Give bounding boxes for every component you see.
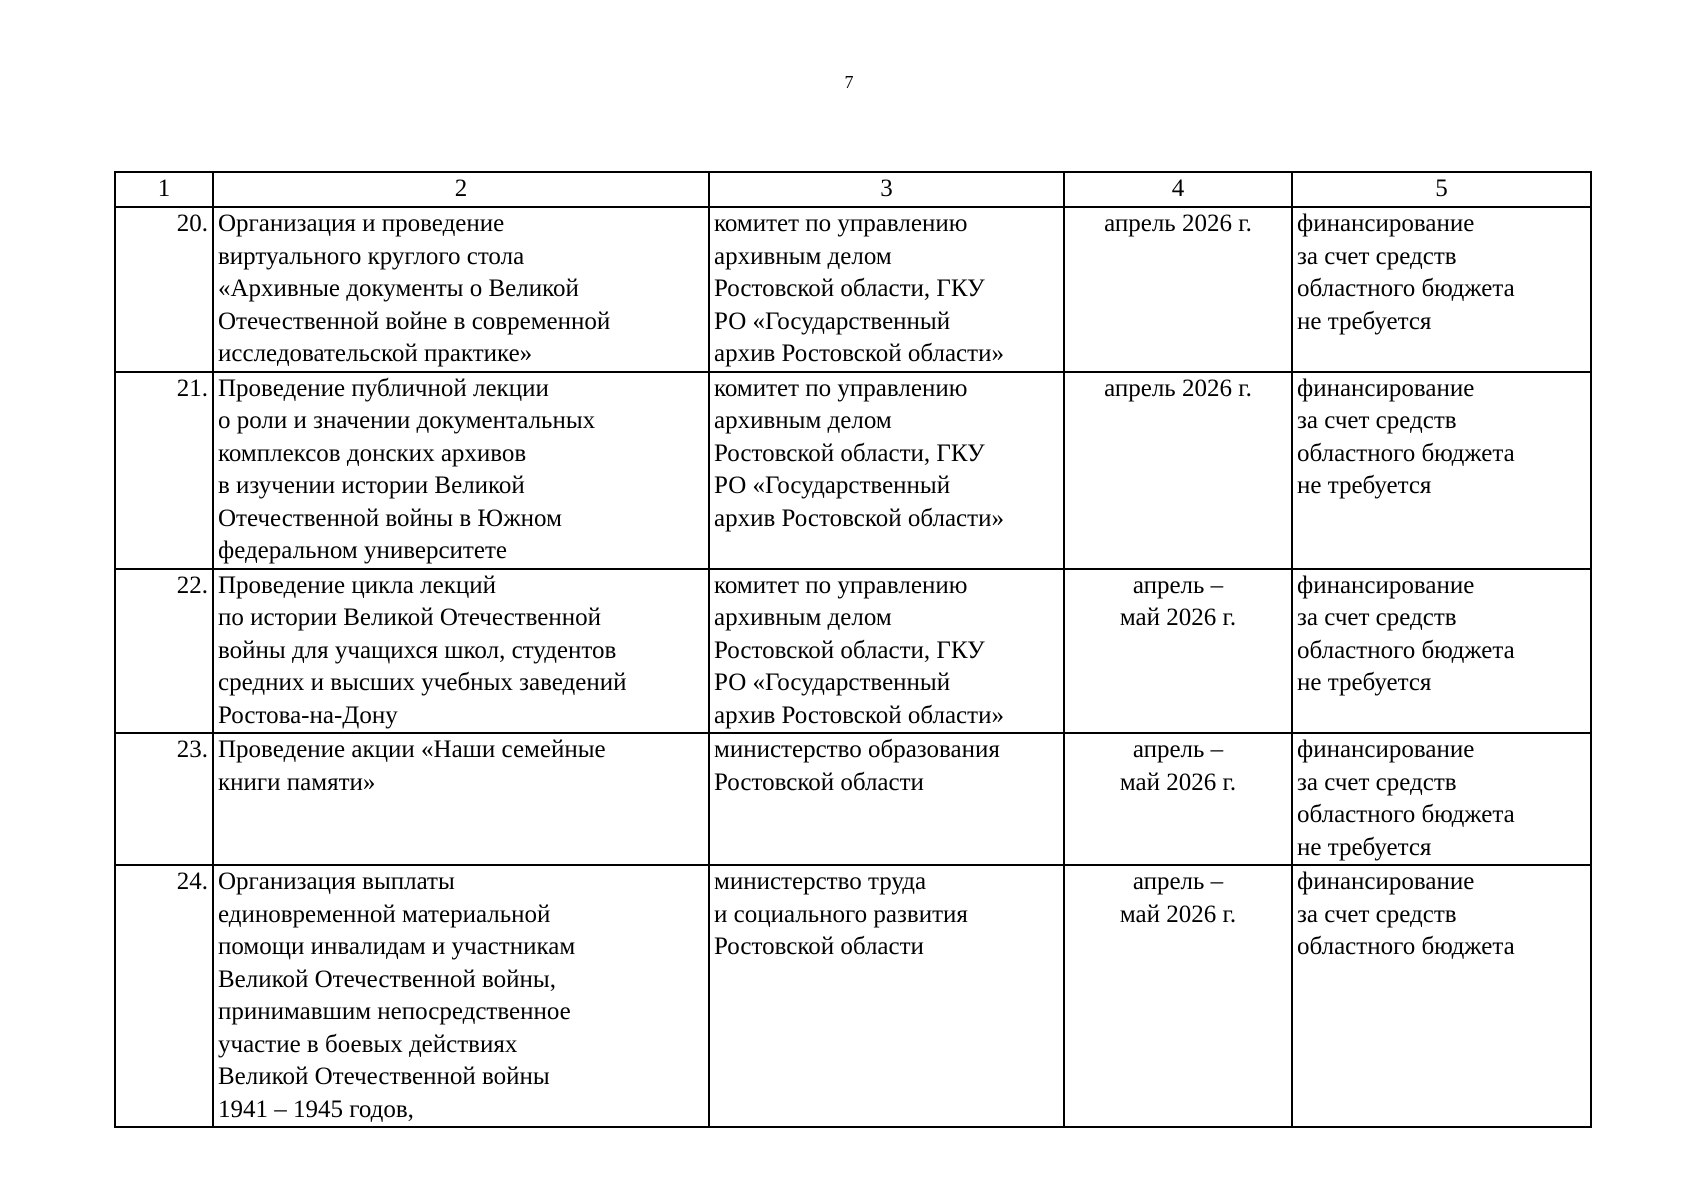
event-line: участие в боевых действиях [218, 1030, 518, 1058]
table-row [115, 865, 1591, 1127]
funding-cell [1292, 865, 1591, 1127]
events-table [114, 171, 1592, 1128]
row-number: 22. [115, 569, 213, 734]
event-line: средних и высших учебных заведений [218, 669, 627, 696]
executor-line: РО «Государственный [714, 307, 951, 335]
row-number: 23. [115, 733, 213, 865]
funding-line: не требуется [1297, 833, 1432, 861]
term-cell [1064, 207, 1292, 372]
executor-line: архивным делом [714, 242, 892, 270]
funding-line: финансирование [1297, 374, 1475, 402]
executor-line: РО «Государственный [714, 669, 951, 696]
event-line: Проведение акции «Наши семейные [218, 736, 606, 763]
column-header-executor: 3 [709, 172, 1064, 207]
event-line: 1941 – 1945 годов, [218, 1095, 414, 1123]
term-line: апрель – [1132, 868, 1224, 895]
column-header-funding: 5 [1292, 172, 1591, 207]
event-line: «Архивные документы о Великой [218, 275, 579, 302]
funding-cell [1292, 733, 1591, 865]
executor-line: Ростовской области [714, 933, 924, 960]
executor-line: и социального развития [714, 900, 968, 928]
funding-line: за счет средств [1297, 768, 1457, 796]
executor-line: министерство образования [714, 736, 1000, 763]
event-line: Отечественной войны в Южном [218, 504, 562, 532]
executor-cell [709, 207, 1064, 372]
executor-line: архив Ростовской области» [714, 701, 1004, 729]
event-line: виртуального круглого стола [218, 242, 525, 270]
executor-line: архивным делом [714, 604, 892, 631]
event-line: Организация выплаты [218, 868, 455, 895]
funding-line: финансирование [1297, 571, 1475, 599]
row-number: 24. [115, 865, 213, 1127]
event-line: федеральном университете [218, 537, 507, 564]
event-line: Организация и проведение [218, 210, 505, 237]
table-row [115, 207, 1591, 372]
event-cell [213, 207, 709, 372]
funding-line: за счет средств [1297, 407, 1457, 434]
event-line: помощи инвалидам и участникам [218, 933, 576, 960]
executor-line: комитет по управлению [714, 210, 968, 237]
event-line: войны для учащихся школ, студентов [218, 636, 617, 664]
event-line: единовременной материальной [218, 900, 551, 928]
table-row [115, 733, 1591, 865]
event-line: принимавшим непосредственное [218, 998, 571, 1025]
term-cell [1064, 569, 1292, 734]
event-line: по истории Великой Отечественной [218, 604, 601, 631]
funding-line: за счет средств [1297, 900, 1457, 928]
event-line: Великой Отечественной войны [218, 1063, 550, 1090]
funding-line: за счет средств [1297, 242, 1457, 270]
column-header-event: 2 [213, 172, 709, 207]
funding-line: областного бюджета [1297, 801, 1515, 828]
funding-cell [1292, 207, 1591, 372]
event-line: книги памяти» [218, 768, 376, 796]
term-line: апрель – [1132, 571, 1224, 599]
table-row [115, 372, 1591, 569]
funding-cell [1292, 569, 1591, 734]
executor-line: архив Ростовской области» [714, 340, 1004, 367]
event-line: Великой Отечественной войны, [218, 965, 556, 993]
funding-line: финансирование [1297, 868, 1475, 895]
term-line: май 2026 г. [1119, 768, 1237, 796]
executor-cell [709, 733, 1064, 865]
executor-line: министерство труда [714, 868, 927, 895]
term-cell [1064, 733, 1292, 865]
funding-line: за счет средств [1297, 604, 1457, 631]
table-header-row [115, 172, 1591, 207]
funding-line: не требуется [1297, 669, 1432, 696]
funding-line: финансирование [1297, 736, 1475, 763]
funding-line: областного бюджета [1297, 933, 1515, 960]
funding-line: финансирование [1297, 210, 1475, 237]
event-line: Отечественной войне в современной [218, 307, 611, 335]
term-line: апрель 2026 г. [1104, 210, 1252, 237]
table-row [115, 569, 1591, 734]
funding-line: не требуется [1297, 307, 1432, 335]
event-cell [213, 569, 709, 734]
executor-line: Ростовской области, ГКУ [714, 439, 985, 467]
event-line: Проведение цикла лекций [218, 571, 496, 599]
term-line: апрель – [1132, 736, 1224, 763]
column-header-term: 4 [1064, 172, 1292, 207]
page-number: 7 [844, 72, 854, 92]
executor-line: Ростовской области, ГКУ [714, 275, 985, 302]
term-line: апрель 2026 г. [1104, 374, 1252, 402]
executor-cell [709, 865, 1064, 1127]
term-line: май 2026 г. [1119, 900, 1237, 928]
row-number: 20. [115, 207, 213, 372]
event-cell [213, 865, 709, 1127]
executor-line: архив Ростовской области» [714, 504, 1004, 532]
event-line: в изучении истории Великой [218, 472, 525, 499]
event-line: комплексов донских архивов [218, 439, 527, 467]
event-cell [213, 733, 709, 865]
column-header-number: 1 [115, 172, 213, 207]
executor-line: Ростовской области, ГКУ [714, 636, 985, 664]
executor-line: комитет по управлению [714, 374, 968, 402]
executor-line: Ростовской области [714, 768, 924, 796]
funding-line: областного бюджета [1297, 275, 1515, 302]
funding-line: областного бюджета [1297, 439, 1515, 467]
funding-line: областного бюджета [1297, 636, 1515, 664]
event-line: исследовательской практике» [218, 340, 533, 367]
term-cell [1064, 865, 1292, 1127]
term-cell [1064, 372, 1292, 569]
executor-line: архивным делом [714, 407, 892, 434]
event-line: Проведение публичной лекции [218, 374, 549, 402]
event-line: о роли и значении документальных [218, 407, 596, 434]
executor-line: РО «Государственный [714, 472, 951, 499]
funding-line: не требуется [1297, 472, 1432, 499]
row-number: 21. [115, 372, 213, 569]
event-cell [213, 372, 709, 569]
executor-cell [709, 569, 1064, 734]
executor-line: комитет по управлению [714, 571, 968, 599]
event-line: Ростова-на-Дону [218, 701, 398, 729]
funding-cell [1292, 372, 1591, 569]
executor-cell [709, 372, 1064, 569]
term-line: май 2026 г. [1119, 604, 1237, 631]
